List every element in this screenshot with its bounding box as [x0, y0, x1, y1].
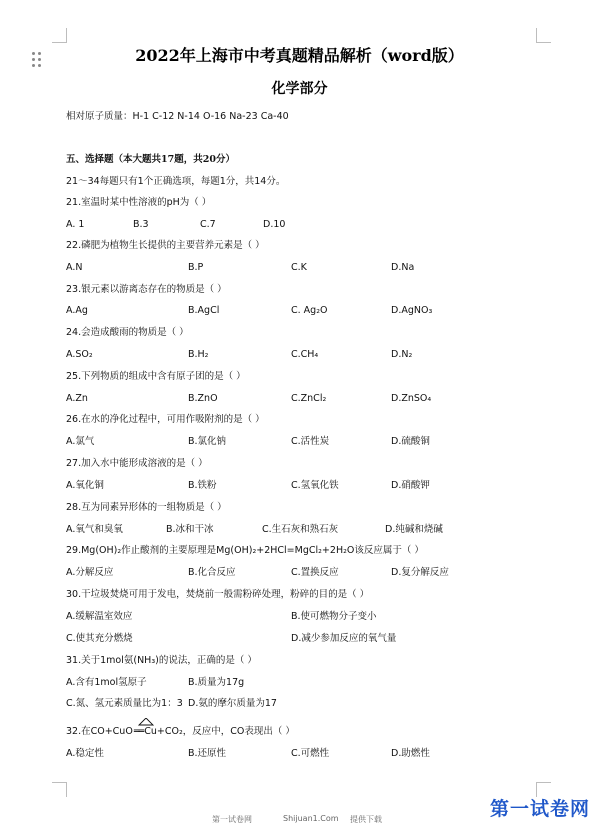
- option-a: A.Zn: [66, 393, 88, 404]
- option-c: C.活性炭: [291, 436, 330, 447]
- question-stem: 29.Mg(OH)₂作止酸剂的主要原理是Mg(OH)₂+2HCl=MgCl₂+2H₂O该反应属于（ ）: [66, 545, 424, 556]
- question-stem: 21.室温时某中性溶液的pH为（ ）: [66, 197, 212, 208]
- option-b: B.冰和干冰: [166, 524, 214, 535]
- option-d: D.纯碱和烧碱: [385, 524, 443, 535]
- option-c: C.使其充分燃烧: [66, 633, 133, 644]
- option-d: D.复分解反应: [391, 567, 449, 578]
- question-stem: 30.干垃圾焚烧可用于发电，焚烧前一般需粉碎处理，粉碎的目的是（ ）: [66, 589, 370, 600]
- option-a: A. 1: [66, 219, 85, 230]
- option-c: C.K: [291, 262, 307, 273]
- option-a: A.分解反应: [66, 567, 114, 578]
- document-title: 2022年上海市中考真题精品解析（word版）: [135, 46, 464, 65]
- option-d: D.助燃性: [391, 748, 430, 759]
- footer-site-url[interactable]: Shijuan1.Com: [283, 814, 339, 823]
- question-stem-before: 32.在CO+CuO: [66, 726, 133, 737]
- crop-mark-bottom-left: [52, 782, 67, 797]
- option-b: B.P: [188, 262, 204, 273]
- option-d: D.ZnSO₄: [391, 393, 432, 404]
- option-a: A.缓解温室效应: [66, 611, 133, 622]
- brand-watermark-link[interactable]: 第一试卷网: [490, 798, 591, 820]
- question-stem: 25.下列物质的组成中含有原子团的是（ ）: [66, 371, 246, 382]
- question-stem: 24.会造成酸雨的物质是（ ）: [66, 327, 189, 338]
- atomic-masses: 相对原子质量：H-1 C-12 N-14 O-16 Na-23 Ca-40: [66, 111, 289, 122]
- option-d: D.Na: [391, 262, 415, 273]
- option-b: B.AgCl: [188, 305, 220, 316]
- option-d: D.AgNO₃: [391, 305, 433, 316]
- option-a: A.含有1mol氢原子: [66, 677, 147, 688]
- option-b: B.质量为17g: [188, 677, 245, 688]
- option-b: B.铁粉: [188, 480, 217, 491]
- section-heading: 五、选择题（本大题共17题，共20分）: [66, 154, 235, 165]
- footer-site-name: 第一试卷网: [212, 815, 252, 824]
- option-b: B.3: [133, 219, 149, 230]
- document-subtitle: 化学部分: [271, 81, 328, 97]
- heat-reaction-arrow-icon: ══: [133, 726, 144, 738]
- option-b: B.氯化钠: [188, 436, 227, 447]
- option-a: A.稳定性: [66, 748, 104, 759]
- option-b: B.ZnO: [188, 393, 218, 404]
- option-a: A.N: [66, 262, 83, 273]
- option-d: D.10: [263, 219, 286, 230]
- question-stem: 31.关于1mol氨(NH₃)的说法，正确的是（ ）: [66, 655, 257, 666]
- question-stem: 22.磷肥为植物生长提供的主要营养元素是（ ）: [66, 240, 265, 251]
- question-stem: 23.银元素以游离态存在的物质是（ ）: [66, 284, 227, 295]
- option-d: D.硫酸铜: [391, 436, 430, 447]
- option-c: C.氢氧化铁: [291, 480, 339, 491]
- option-b: B.化合反应: [188, 567, 236, 578]
- option-c: C.ZnCl₂: [291, 393, 327, 404]
- option-a: A.氧气和臭氧: [66, 524, 123, 535]
- option-d: D.N₂: [391, 349, 413, 360]
- option-c: C. Ag₂O: [291, 305, 328, 316]
- option-c: C.CH₄: [291, 349, 319, 360]
- option-d: D.硝酸钾: [391, 480, 430, 491]
- option-b: B.H₂: [188, 349, 209, 360]
- question-stem: 27.加入水中能形成溶液的是（ ）: [66, 458, 208, 469]
- crop-mark-top-left: [52, 28, 67, 43]
- option-d: D.减少参加反应的氧气量: [291, 633, 397, 644]
- section-instruction: 21～34每题只有1个正确选项，每题1分，共14分。: [66, 176, 286, 187]
- option-c: C.生石灰和熟石灰: [262, 524, 339, 535]
- option-a: A.Ag: [66, 305, 88, 316]
- footer-download-note: 提供下载: [350, 815, 382, 824]
- option-c: C.氮、氢元素质量比为1：3: [66, 698, 183, 709]
- question-stem: 28.互为同素异形体的一组物质是（ ）: [66, 502, 227, 513]
- question-stem: [66, 726, 295, 738]
- crop-mark-top-right: [536, 28, 551, 43]
- option-c: C.可燃性: [291, 748, 330, 759]
- option-d: D.氨的摩尔质量为17: [188, 698, 277, 709]
- option-a: A.氧化铜: [66, 480, 104, 491]
- question-stem-after: Cu+CO₂，反应中，CO表现出（ ）: [144, 726, 295, 737]
- option-b: B.使可燃物分子变小: [291, 611, 377, 622]
- question-stem: 26.在水的净化过程中，可用作吸附剂的是（ ）: [66, 414, 265, 425]
- option-a: A.氯气: [66, 436, 95, 447]
- option-a: A.SO₂: [66, 349, 93, 360]
- option-b: B.还原性: [188, 748, 227, 759]
- option-c: C.7: [200, 219, 216, 230]
- option-c: C.置换反应: [291, 567, 339, 578]
